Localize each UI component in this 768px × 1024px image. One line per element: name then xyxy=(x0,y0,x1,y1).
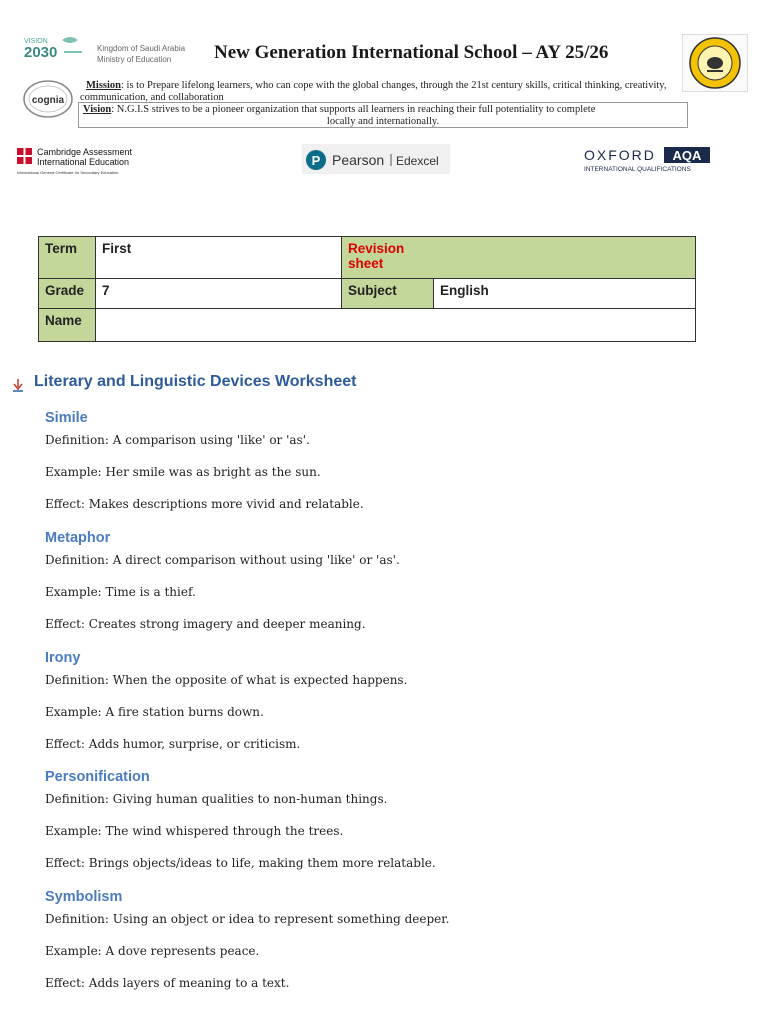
vision-logo-word: VISION xyxy=(24,38,48,45)
cognia-logo xyxy=(22,79,74,119)
grade-label: Grade xyxy=(39,279,96,309)
cambridge-line-3: International General Certificate for Secondary Education xyxy=(17,170,119,175)
cambridge-logo xyxy=(16,146,146,176)
oxford-subtitle: INTERNATIONAL QUALIFICATIONS xyxy=(584,166,691,173)
mission-statement xyxy=(80,80,687,104)
cambridge-line-2: International Education xyxy=(37,157,130,167)
worksheet-title: Literary and Linguistic Devices Worksheet xyxy=(34,373,357,390)
device-heading: Irony xyxy=(45,650,81,666)
cognia-text: cognia xyxy=(31,95,65,106)
device-effect: Effect: Brings objects/ideas to life, making them more relatable. xyxy=(45,856,436,870)
ministry-text xyxy=(97,43,185,65)
pearson-edexcel-logo xyxy=(302,144,450,174)
device-effect: Effect: Creates strong imagery and deeper meaning. xyxy=(45,617,366,631)
device-definition: Definition: Using an object or idea to represent something deeper. xyxy=(45,912,450,926)
vision-text: : N.G.I.S strives to be a pioneer organization that supports all learners in reaching their full potentiality to complete xyxy=(111,104,596,115)
aqa-text: AQA xyxy=(672,148,702,163)
arrow-bullet-icon xyxy=(12,377,24,391)
revision-sheet-label xyxy=(342,237,696,279)
term-value: First xyxy=(96,237,342,279)
school-title: New Generation International School – AY 25/26 xyxy=(214,42,609,63)
device-example: Example: A fire station burns down. xyxy=(45,705,264,719)
oxford-aqa-logo xyxy=(576,142,716,176)
device-definition: Definition: When the opposite of what is expected happens. xyxy=(45,673,408,687)
vision-statement xyxy=(78,102,688,128)
device-example: Example: Time is a thief. xyxy=(45,585,196,599)
edexcel-text: Edexcel xyxy=(396,154,439,168)
vision-2030-logo xyxy=(22,34,88,64)
device-example: Example: The wind whispered through the trees. xyxy=(45,824,344,838)
mission-label: Mission xyxy=(86,80,122,91)
svg-text:P: P xyxy=(311,153,321,168)
subject-value: English xyxy=(434,279,696,309)
device-heading: Symbolism xyxy=(45,889,123,905)
name-label: Name xyxy=(39,309,96,342)
term-label: Term xyxy=(39,237,96,279)
mission-text: : is to Prepare lifelong learners, who can cope with the global changes, through the 21st century skills, critical thinking, creativity, communication, and collaboration xyxy=(80,80,667,103)
moe-line: Ministry of Education xyxy=(97,55,172,64)
device-heading: Simile xyxy=(45,410,88,426)
pearson-text: Pearson xyxy=(332,152,385,168)
oxford-text: OXFORD xyxy=(584,147,656,163)
device-example: Example: A dove represents peace. xyxy=(45,944,260,958)
device-heading: Personification xyxy=(45,769,150,785)
device-heading: Metaphor xyxy=(45,530,111,546)
subject-label: Subject xyxy=(342,279,434,309)
device-effect: Effect: Adds layers of meaning to a text. xyxy=(45,976,290,990)
ksa-line: Kingdom of Saudi Arabia xyxy=(97,44,186,53)
info-table xyxy=(38,236,696,342)
device-effect: Effect: Makes descriptions more vivid and relatable. xyxy=(45,497,364,511)
device-definition: Definition: A direct comparison without using 'like' or 'as'. xyxy=(45,553,400,567)
name-field[interactable] xyxy=(96,309,696,342)
device-definition: Definition: Giving human qualities to non-human things. xyxy=(45,792,388,806)
device-effect: Effect: Adds humor, surprise, or criticism. xyxy=(45,737,301,751)
device-definition: Definition: A comparison using 'like' or 'as'. xyxy=(45,433,310,447)
vision-logo-year: 2030 xyxy=(24,44,58,61)
vision-text-2: locally and internationally. xyxy=(326,116,440,127)
device-example: Example: Her smile was as bright as the sun. xyxy=(45,465,321,479)
revision-sheet-text: Revision sheet xyxy=(348,241,405,271)
school-crest-logo xyxy=(682,34,748,92)
grade-value: 7 xyxy=(96,279,342,309)
cambridge-line-1: Cambridge Assessment xyxy=(37,147,133,157)
vision-label: Vision xyxy=(83,104,112,115)
